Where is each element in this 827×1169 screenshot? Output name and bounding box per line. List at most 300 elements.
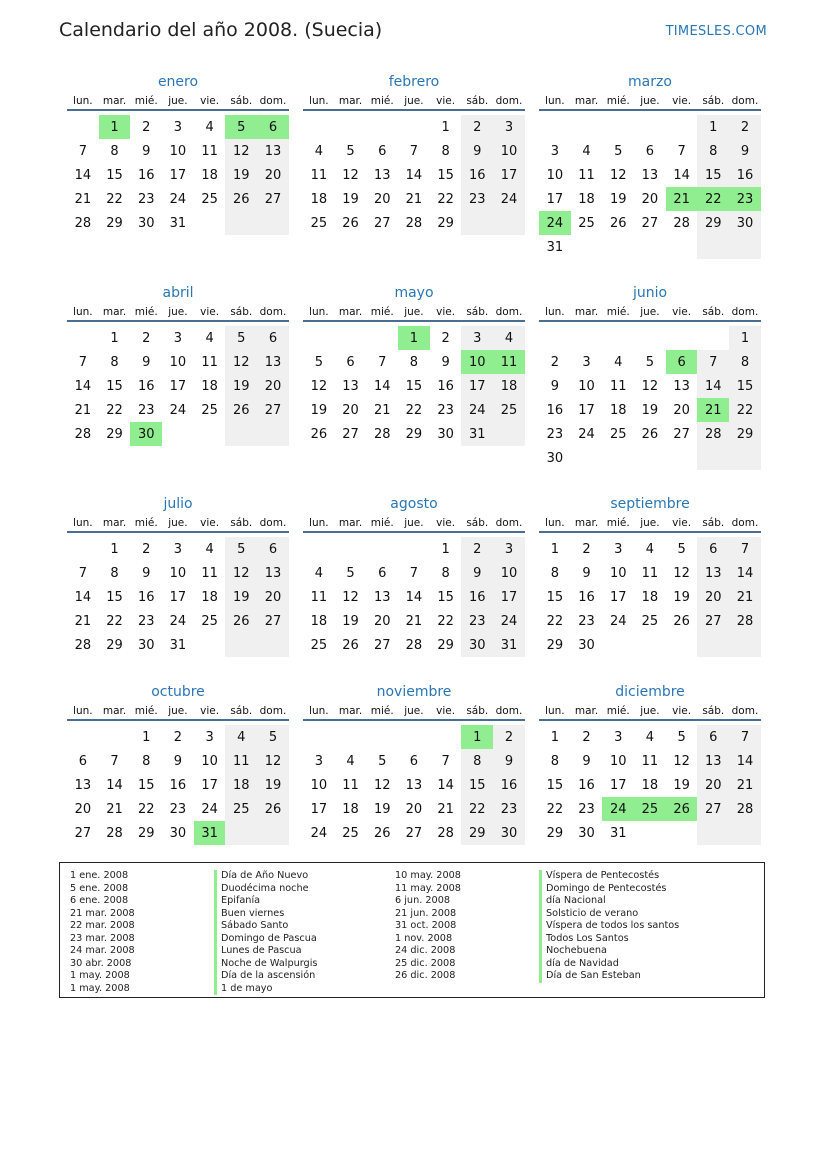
day-cell: 21	[74, 402, 92, 418]
weekday-label: dom.	[731, 95, 759, 107]
day-cell: 16	[437, 378, 454, 394]
weekday-label: sáb.	[466, 95, 489, 107]
holiday-name: 1 de mayo	[214, 983, 317, 996]
empty-cell	[634, 115, 666, 139]
day-cell: 13	[405, 777, 423, 793]
weekday-label: mié.	[606, 705, 630, 717]
weekday-label: mar.	[338, 705, 363, 717]
weekday-label: vie.	[200, 95, 220, 107]
weekday-label: vie.	[436, 95, 456, 107]
holiday-name: día Nacional	[539, 895, 679, 908]
empty-cell	[194, 211, 226, 235]
day-cell: 7	[378, 354, 387, 370]
day-cell: 24	[539, 211, 571, 235]
day-cell: 16	[493, 773, 525, 797]
holiday-date: 1 may. 2008	[70, 970, 130, 981]
holiday-date: 5 ene. 2008	[70, 882, 129, 894]
day-cell: 30	[546, 450, 564, 466]
month-name: octubre	[151, 684, 205, 700]
month-diciembre	[539, 681, 761, 845]
day-cell: 3	[493, 537, 525, 561]
day-cell: 8	[110, 143, 119, 159]
day-cell: 5	[225, 115, 257, 139]
day-cell: 29	[729, 422, 761, 446]
day-cell: 3	[173, 541, 183, 557]
day-cell: 7	[697, 350, 729, 374]
weekday-label: dom.	[731, 517, 759, 529]
weekday-label: mar.	[102, 705, 127, 717]
day-cell: 4	[645, 729, 655, 745]
weekday-label: vie.	[436, 705, 456, 717]
day-cell: 19	[310, 402, 328, 418]
weekday-label: vie.	[672, 95, 692, 107]
day-cell: 18	[641, 589, 659, 605]
day-cell: 25	[310, 637, 328, 653]
day-cell: 20	[697, 585, 729, 609]
empty-cell	[634, 446, 666, 470]
holiday-name: Duodécima noche	[214, 883, 317, 896]
day-cell: 23	[546, 426, 564, 442]
day-cell: 7	[729, 537, 761, 561]
weekday-label: mar.	[102, 95, 127, 107]
empty-cell	[257, 422, 289, 446]
day-cell: 20	[405, 801, 423, 817]
weekday-header	[303, 304, 525, 320]
day-cell: 18	[225, 773, 257, 797]
day-cell: 23	[137, 191, 155, 207]
day-grid	[303, 537, 525, 657]
day-cell: 10	[578, 378, 595, 394]
day-cell: 29	[546, 637, 564, 653]
day-cell: 14	[437, 777, 454, 793]
day-cell: 19	[373, 801, 391, 817]
weekday-label: mar.	[102, 517, 127, 529]
day-cell: 5	[346, 565, 355, 581]
day-cell: 8	[550, 565, 559, 581]
day-cell: 16	[546, 402, 564, 418]
empty-cell	[602, 633, 634, 657]
day-cell: 12	[342, 167, 359, 183]
weekday-label: sáb.	[466, 517, 489, 529]
day-cell: 19	[673, 589, 690, 605]
month-octubre	[67, 681, 289, 845]
day-cell: 18	[201, 378, 218, 394]
empty-cell	[602, 446, 634, 470]
empty-cell	[303, 537, 335, 561]
day-cell: 4	[582, 143, 591, 159]
day-cell: 9	[441, 354, 450, 370]
day-cell: 7	[78, 565, 87, 581]
day-cell: 20	[257, 374, 289, 398]
empty-cell	[67, 537, 99, 561]
weekday-label: lun.	[309, 705, 329, 717]
day-cell: 18	[310, 191, 328, 207]
day-cell: 8	[142, 753, 151, 769]
day-cell: 29	[106, 215, 123, 231]
day-cell: 6	[346, 354, 355, 370]
day-cell: 9	[142, 143, 151, 159]
day-cell: 21	[729, 773, 761, 797]
day-cell: 30	[130, 422, 162, 446]
day-cell: 22	[729, 398, 761, 422]
day-cell: 2	[550, 354, 559, 370]
day-cell: 14	[74, 589, 92, 605]
day-cell: 28	[729, 797, 761, 821]
holiday-date: 6 ene. 2008	[70, 895, 129, 906]
day-cell: 3	[314, 753, 323, 769]
weekday-label: mié.	[370, 306, 394, 318]
empty-cell	[257, 211, 289, 235]
empty-cell	[257, 633, 289, 657]
day-cell: 8	[110, 565, 119, 581]
day-cell: 16	[137, 378, 155, 394]
day-cell: 3	[614, 729, 623, 745]
month-febrero	[303, 71, 525, 235]
day-cell: 28	[729, 609, 761, 633]
header-divider	[539, 320, 761, 322]
day-cell: 4	[614, 354, 623, 370]
day-cell: 27	[74, 825, 92, 841]
legend-dates-left	[70, 870, 135, 995]
empty-cell	[398, 537, 430, 561]
day-cell: 30	[578, 825, 595, 841]
day-cell: 6	[697, 725, 729, 749]
weekday-label: mié.	[134, 517, 158, 529]
empty-cell	[666, 326, 698, 350]
day-cell: 24	[310, 825, 328, 841]
holiday-name: Buen viernes	[214, 908, 317, 921]
day-cell: 28	[673, 215, 690, 231]
day-cell: 24	[578, 426, 595, 442]
day-cell: 13	[673, 378, 690, 394]
day-cell: 12	[373, 777, 391, 793]
day-cell: 20	[373, 613, 391, 629]
weekday-label: sáb.	[230, 517, 253, 529]
day-cell: 27	[373, 215, 391, 231]
day-cell: 2	[493, 725, 525, 749]
month-name: marzo	[628, 74, 672, 90]
weekday-label: lun.	[545, 306, 565, 318]
weekday-label: vie.	[200, 306, 220, 318]
day-cell: 24	[201, 801, 218, 817]
day-cell: 7	[409, 565, 419, 581]
day-cell: 10	[493, 561, 525, 585]
day-grid	[67, 537, 289, 657]
day-cell: 25	[201, 402, 218, 418]
day-cell: 26	[225, 187, 257, 211]
day-cell: 30	[578, 637, 595, 653]
day-cell: 15	[106, 378, 123, 394]
day-cell: 18	[201, 589, 218, 605]
month-name: noviembre	[376, 684, 452, 700]
holiday-date: 10 may. 2008	[395, 870, 461, 881]
day-cell: 14	[74, 167, 92, 183]
empty-cell	[729, 235, 761, 259]
weekday-label: mar.	[574, 517, 599, 529]
day-cell: 4	[205, 541, 214, 557]
day-cell: 12	[225, 350, 257, 374]
day-cell: 10	[546, 167, 564, 183]
weekday-label: vie.	[200, 517, 220, 529]
day-cell: 25	[634, 797, 666, 821]
empty-cell	[571, 446, 603, 470]
day-cell: 1	[461, 725, 493, 749]
header-divider	[303, 719, 525, 721]
weekday-label: sáb.	[230, 95, 253, 107]
day-cell: 20	[697, 773, 729, 797]
weekday-label: vie.	[672, 517, 692, 529]
day-cell: 21	[74, 613, 92, 629]
header-divider	[67, 531, 289, 533]
holiday-date: 21 mar. 2008	[70, 907, 135, 919]
weekday-header	[67, 703, 289, 719]
weekday-label: lun.	[309, 95, 329, 107]
weekday-label: dom.	[259, 517, 287, 529]
day-cell: 5	[225, 537, 257, 561]
day-cell: 21	[373, 402, 391, 418]
day-cell: 7	[78, 354, 87, 370]
day-cell: 24	[169, 402, 187, 418]
day-cell: 30	[461, 633, 493, 657]
weekday-label: mié.	[370, 517, 394, 529]
day-cell: 3	[550, 143, 559, 159]
holiday-name: Víspera de Pentecostés	[539, 870, 679, 883]
holiday-name: Lunes de Pascua	[214, 945, 317, 958]
holiday-date: 26 dic. 2008	[395, 970, 456, 981]
empty-cell	[430, 725, 462, 749]
day-cell: 29	[137, 825, 155, 841]
day-cell: 8	[550, 753, 559, 769]
day-cell: 17	[461, 374, 493, 398]
day-cell: 10	[609, 565, 627, 581]
day-cell: 31	[169, 637, 187, 653]
empty-cell	[225, 211, 257, 235]
day-cell: 31	[194, 821, 226, 845]
day-grid	[303, 326, 525, 446]
day-cell: 13	[257, 139, 289, 163]
day-cell: 14	[405, 589, 423, 605]
day-cell: 4	[225, 725, 257, 749]
day-cell: 22	[546, 613, 564, 629]
day-cell: 27	[697, 797, 729, 821]
empty-cell	[666, 235, 698, 259]
empty-cell	[571, 326, 603, 350]
day-grid	[539, 725, 761, 845]
holiday-name: Noche de Walpurgis	[214, 958, 317, 971]
day-cell: 9	[461, 561, 493, 585]
day-cell: 31	[546, 239, 564, 255]
weekday-label: lun.	[545, 705, 565, 717]
weekday-label: mar.	[574, 306, 599, 318]
weekday-label: lun.	[545, 95, 565, 107]
day-cell: 27	[373, 637, 391, 653]
day-cell: 9	[729, 139, 761, 163]
day-cell: 10	[310, 777, 328, 793]
day-cell: 23	[578, 801, 595, 817]
weekday-label: mar.	[574, 705, 599, 717]
day-cell: 7	[677, 143, 686, 159]
day-cell: 3	[173, 119, 183, 135]
weekday-label: vie.	[436, 517, 456, 529]
empty-cell	[67, 725, 99, 749]
empty-cell	[697, 821, 729, 845]
holiday-date: 24 mar. 2008	[70, 945, 135, 956]
month-name: enero	[157, 74, 199, 90]
weekday-label: mar.	[102, 306, 127, 318]
day-cell: 29	[697, 211, 729, 235]
month-mayo	[303, 282, 525, 446]
day-cell: 16	[169, 777, 187, 793]
header-divider	[67, 320, 289, 322]
day-cell: 5	[378, 753, 387, 769]
day-cell: 21	[729, 585, 761, 609]
weekday-label: sáb.	[230, 306, 253, 318]
day-cell: 23	[137, 613, 155, 629]
weekday-label: dom.	[495, 705, 523, 717]
day-cell: 15	[437, 589, 454, 605]
holiday-name: Víspera de todos los santos	[539, 920, 679, 933]
day-cell: 1	[110, 330, 119, 346]
empty-cell	[493, 211, 525, 235]
day-cell: 9	[461, 139, 493, 163]
day-cell: 2	[142, 119, 151, 135]
day-cell: 18	[493, 374, 525, 398]
weekday-label: mié.	[370, 95, 394, 107]
day-cell: 6	[378, 143, 387, 159]
day-cell: 19	[225, 374, 257, 398]
day-grid	[303, 115, 525, 235]
day-cell: 13	[373, 167, 391, 183]
day-cell: 24	[493, 187, 525, 211]
day-cell: 10	[461, 350, 493, 374]
day-cell: 28	[405, 637, 423, 653]
day-grid	[539, 537, 761, 657]
day-cell: 28	[697, 422, 729, 446]
day-cell: 17	[609, 777, 627, 793]
holiday-date: 25 dic. 2008	[395, 957, 456, 969]
day-cell: 9	[582, 565, 591, 581]
day-cell: 3	[582, 354, 591, 370]
day-cell: 28	[106, 825, 123, 841]
empty-cell	[257, 821, 289, 845]
month-name: junio	[632, 285, 668, 301]
empty-cell	[666, 633, 698, 657]
day-cell: 25	[578, 215, 595, 231]
day-cell: 11	[342, 777, 359, 793]
day-cell: 12	[609, 167, 627, 183]
holiday-date: 1 ene. 2008	[70, 870, 129, 881]
header-divider	[67, 719, 289, 721]
holiday-date: 24 dic. 2008	[395, 945, 456, 956]
weekday-label: jue.	[640, 306, 660, 318]
weekday-label: mié.	[606, 306, 630, 318]
weekday-label: sáb.	[466, 306, 489, 318]
holiday-date: 31 oct. 2008	[395, 920, 457, 931]
day-cell: 7	[110, 753, 119, 769]
day-cell: 19	[673, 777, 690, 793]
day-cell: 27	[342, 426, 359, 442]
brand-link[interactable]: TIMESLES.COM	[665, 24, 767, 39]
weekday-label: sáb.	[702, 705, 725, 717]
weekday-label: sáb.	[230, 705, 253, 717]
day-cell: 17	[609, 589, 627, 605]
day-cell: 12	[225, 561, 257, 585]
day-cell: 15	[546, 777, 564, 793]
day-cell: 19	[225, 163, 257, 187]
day-cell: 1	[142, 729, 151, 745]
holiday-name: Día de San Esteban	[539, 970, 679, 983]
weekday-label: dom.	[731, 705, 759, 717]
day-cell: 9	[550, 378, 559, 394]
holiday-legend	[59, 862, 765, 998]
day-cell: 15	[106, 589, 123, 605]
month-septiembre	[539, 493, 761, 657]
day-cell: 24	[602, 797, 634, 821]
empty-cell	[303, 115, 335, 139]
empty-cell	[398, 725, 430, 749]
weekday-label: sáb.	[702, 95, 725, 107]
day-cell: 24	[461, 398, 493, 422]
weekday-label: vie.	[672, 705, 692, 717]
day-cell: 4	[205, 330, 214, 346]
empty-cell	[99, 725, 131, 749]
day-cell: 22	[106, 613, 123, 629]
day-cell: 5	[346, 143, 355, 159]
weekday-label: jue.	[404, 306, 424, 318]
weekday-label: vie.	[672, 306, 692, 318]
day-cell: 11	[641, 753, 659, 769]
weekday-label: jue.	[640, 705, 660, 717]
empty-cell	[634, 633, 666, 657]
weekday-label: vie.	[200, 705, 220, 717]
day-cell: 6	[697, 537, 729, 561]
day-cell: 6	[257, 115, 289, 139]
day-cell: 14	[74, 378, 92, 394]
day-cell: 14	[405, 167, 423, 183]
day-cell: 28	[373, 426, 391, 442]
empty-cell	[666, 446, 698, 470]
day-cell: 20	[641, 191, 659, 207]
day-cell: 9	[142, 354, 151, 370]
header-divider	[303, 320, 525, 322]
weekday-header	[539, 304, 761, 320]
day-cell: 26	[673, 613, 690, 629]
holiday-name: Nochebuena	[539, 945, 679, 958]
day-cell: 2	[582, 729, 591, 745]
day-cell: 15	[106, 167, 123, 183]
day-cell: 3	[493, 115, 525, 139]
day-cell: 5	[225, 326, 257, 350]
day-cell: 16	[578, 777, 595, 793]
weekday-label: jue.	[168, 95, 188, 107]
month-name: septiembre	[610, 496, 690, 512]
day-cell: 22	[405, 402, 423, 418]
day-cell: 21	[437, 801, 454, 817]
day-grid	[67, 326, 289, 446]
empty-cell	[634, 821, 666, 845]
month-junio	[539, 282, 761, 470]
empty-cell	[697, 235, 729, 259]
empty-cell	[398, 115, 430, 139]
day-cell: 7	[409, 143, 419, 159]
day-cell: 8	[697, 139, 729, 163]
day-cell: 25	[342, 825, 359, 841]
empty-cell	[225, 633, 257, 657]
day-cell: 6	[378, 565, 387, 581]
weekday-header	[303, 515, 525, 531]
day-cell: 11	[609, 378, 627, 394]
weekday-header	[67, 515, 289, 531]
